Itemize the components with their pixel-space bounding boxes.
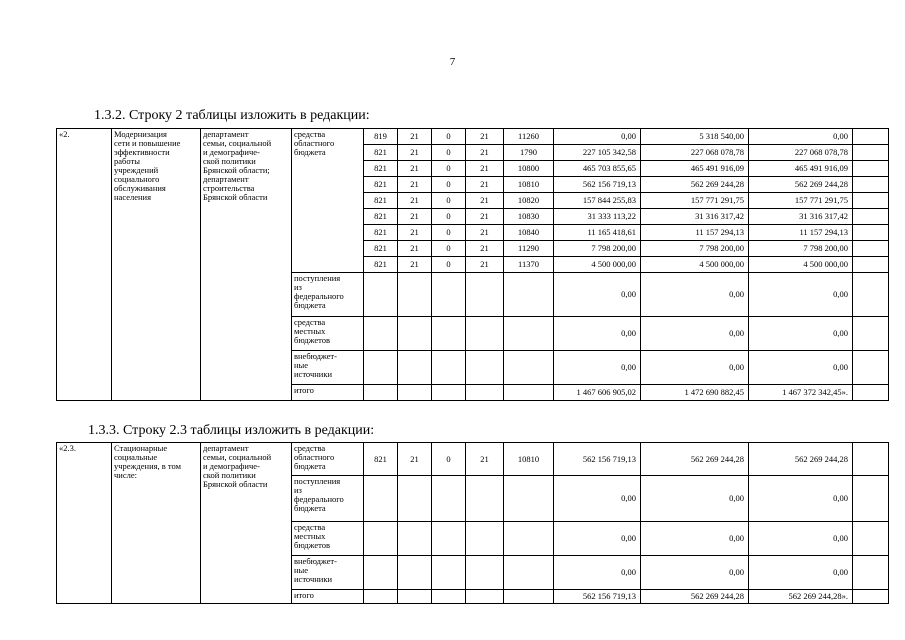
empty-cell <box>398 351 432 385</box>
pr-cell: 0 <box>432 241 466 257</box>
empty-cell <box>853 590 889 604</box>
empty-cell <box>853 273 889 317</box>
empty-cell <box>853 257 889 273</box>
cs2-cell: 10800 <box>504 161 554 177</box>
value-2-cell: 4 500 000,00 <box>641 257 749 273</box>
grbs-cell: 821 <box>364 145 398 161</box>
empty-cell <box>504 590 554 604</box>
grbs-cell: 821 <box>364 241 398 257</box>
value-1-cell: 562 156 719,13 <box>554 177 641 193</box>
empty-cell <box>466 590 504 604</box>
rz-cell: 21 <box>398 241 432 257</box>
value-3-cell: 227 068 078,78 <box>749 145 853 161</box>
empty-cell <box>853 209 889 225</box>
empty-cell <box>504 522 554 556</box>
empty-cell <box>504 351 554 385</box>
empty-cell <box>853 443 889 476</box>
empty-cell <box>364 273 398 317</box>
total-value-2: 1 472 690 882,45 <box>641 385 749 401</box>
measure-name: Стационарные социальные учреждения, в том числе: <box>112 443 201 604</box>
empty-cell <box>432 556 466 590</box>
cs1-cell: 21 <box>466 145 504 161</box>
total-value-1: 562 156 719,13 <box>554 590 641 604</box>
empty-cell <box>466 273 504 317</box>
source-regional-budget: средства областного бюджета <box>292 443 364 476</box>
value-1-cell: 4 500 000,00 <box>554 257 641 273</box>
value-1-cell: 157 844 255,83 <box>554 193 641 209</box>
cs1-cell: 21 <box>466 225 504 241</box>
value-3-cell: 0,00 <box>749 317 853 351</box>
cs1-cell: 21 <box>466 443 504 476</box>
value-1-cell: 31 333 113,22 <box>554 209 641 225</box>
empty-cell <box>398 385 432 401</box>
cs2-cell: 11260 <box>504 129 554 145</box>
value-2-cell: 0,00 <box>641 556 749 590</box>
pr-cell: 0 <box>432 193 466 209</box>
empty-cell <box>504 556 554 590</box>
value-2-cell: 562 269 244,28 <box>641 443 749 476</box>
grbs-cell: 819 <box>364 129 398 145</box>
pr-cell: 0 <box>432 225 466 241</box>
measure-name: Модернизация сети и повышение эффективности работы учреждений социального обслуживания населения <box>112 129 201 401</box>
value-3-cell: 7 798 200,00 <box>749 241 853 257</box>
executors: департамент семьи, социальной и демографиче- ской политики Брянской области; департамент строительства Брянской области <box>201 129 292 401</box>
value-1-cell: 0,00 <box>554 273 641 317</box>
total-value-3: 562 269 244,28». <box>749 590 853 604</box>
value-2-cell: 562 269 244,28 <box>641 177 749 193</box>
source-regional-budget: средства областного бюджета <box>292 129 364 273</box>
value-2-cell: 0,00 <box>641 351 749 385</box>
empty-cell <box>853 351 889 385</box>
pr-cell: 0 <box>432 145 466 161</box>
total-value-2: 562 269 244,28 <box>641 590 749 604</box>
value-1-cell: 0,00 <box>554 317 641 351</box>
source-local-budgets: средства местных бюджетов <box>292 522 364 556</box>
empty-cell <box>853 241 889 257</box>
empty-cell <box>853 129 889 145</box>
empty-cell <box>364 385 398 401</box>
empty-cell <box>364 476 398 522</box>
value-2-cell: 157 771 291,75 <box>641 193 749 209</box>
row-number: «2. <box>57 129 112 401</box>
empty-cell <box>364 351 398 385</box>
value-3-cell: 465 491 916,09 <box>749 161 853 177</box>
pr-cell: 0 <box>432 257 466 273</box>
grbs-cell: 821 <box>364 161 398 177</box>
empty-cell <box>853 476 889 522</box>
value-2-cell: 7 798 200,00 <box>641 241 749 257</box>
cs1-cell: 21 <box>466 257 504 273</box>
value-3-cell: 0,00 <box>749 522 853 556</box>
value-3-cell: 0,00 <box>749 476 853 522</box>
pr-cell: 0 <box>432 209 466 225</box>
value-1-cell: 227 105 342,58 <box>554 145 641 161</box>
empty-cell <box>398 317 432 351</box>
value-2-cell: 31 316 317,42 <box>641 209 749 225</box>
value-2-cell: 11 157 294,13 <box>641 225 749 241</box>
total-label: итого <box>292 590 364 604</box>
value-1-cell: 0,00 <box>554 556 641 590</box>
empty-cell <box>466 556 504 590</box>
empty-cell <box>364 590 398 604</box>
empty-cell <box>466 522 504 556</box>
pr-cell: 0 <box>432 161 466 177</box>
pr-cell: 0 <box>432 177 466 193</box>
value-3-cell: 11 157 294,13 <box>749 225 853 241</box>
empty-cell <box>398 590 432 604</box>
rz-cell: 21 <box>398 225 432 241</box>
value-2-cell: 227 068 078,78 <box>641 145 749 161</box>
empty-cell <box>432 273 466 317</box>
value-1-cell: 465 703 855,65 <box>554 161 641 177</box>
empty-cell <box>853 225 889 241</box>
empty-cell <box>432 351 466 385</box>
cs2-cell: 11370 <box>504 257 554 273</box>
value-3-cell: 562 269 244,28 <box>749 177 853 193</box>
value-3-cell: 0,00 <box>749 273 853 317</box>
value-1-cell: 562 156 719,13 <box>554 443 641 476</box>
empty-cell <box>853 556 889 590</box>
value-2-cell: 0,00 <box>641 273 749 317</box>
empty-cell <box>853 193 889 209</box>
cs1-cell: 21 <box>466 177 504 193</box>
value-1-cell: 0,00 <box>554 351 641 385</box>
grbs-cell: 821 <box>364 209 398 225</box>
rz-cell: 21 <box>398 129 432 145</box>
empty-cell <box>398 273 432 317</box>
value-3-cell: 0,00 <box>749 129 853 145</box>
empty-cell <box>364 522 398 556</box>
rz-cell: 21 <box>398 145 432 161</box>
rz-cell: 21 <box>398 257 432 273</box>
pr-cell: 0 <box>432 129 466 145</box>
cs2-cell: 10810 <box>504 177 554 193</box>
empty-cell <box>853 161 889 177</box>
page-number: 7 <box>449 56 456 68</box>
value-1-cell: 0,00 <box>554 522 641 556</box>
grbs-cell: 821 <box>364 257 398 273</box>
rz-cell: 21 <box>398 443 432 476</box>
value-3-cell: 0,00 <box>749 556 853 590</box>
table-row-2 <box>56 128 889 401</box>
empty-cell <box>853 317 889 351</box>
value-1-cell: 0,00 <box>554 129 641 145</box>
grbs-cell: 821 <box>364 443 398 476</box>
rz-cell: 21 <box>398 161 432 177</box>
source-off-budget: внебюджет- ные источники <box>292 351 364 385</box>
cs1-cell: 21 <box>466 209 504 225</box>
empty-cell <box>398 476 432 522</box>
table-row <box>57 443 889 476</box>
cs2-cell: 11290 <box>504 241 554 257</box>
empty-cell <box>432 522 466 556</box>
total-label: итого <box>292 385 364 401</box>
cs2-cell: 10840 <box>504 225 554 241</box>
empty-cell <box>398 556 432 590</box>
empty-cell <box>853 145 889 161</box>
empty-cell <box>504 476 554 522</box>
executors: департамент семьи, социальной и демографиче- ской политики Брянской области <box>201 443 292 604</box>
cs1-cell: 21 <box>466 129 504 145</box>
value-2-cell: 0,00 <box>641 476 749 522</box>
empty-cell <box>466 385 504 401</box>
cs1-cell: 21 <box>466 241 504 257</box>
value-1-cell: 0,00 <box>554 476 641 522</box>
value-3-cell: 4 500 000,00 <box>749 257 853 273</box>
rz-cell: 21 <box>398 177 432 193</box>
empty-cell <box>398 522 432 556</box>
rz-cell: 21 <box>398 209 432 225</box>
cs1-cell: 21 <box>466 161 504 177</box>
source-federal-budget: поступления из федерального бюджета <box>292 273 364 317</box>
total-value-3: 1 467 372 342,45». <box>749 385 853 401</box>
source-federal-budget: поступления из федерального бюджета <box>292 476 364 522</box>
source-off-budget: внебюджет- ные источники <box>292 556 364 590</box>
section-heading-1-3-2: 1.3.2. Строку 2 таблицы изложить в редакции: <box>94 108 370 123</box>
value-3-cell: 0,00 <box>749 351 853 385</box>
table-row <box>57 129 889 145</box>
empty-cell <box>504 385 554 401</box>
grbs-cell: 821 <box>364 177 398 193</box>
value-3-cell: 157 771 291,75 <box>749 193 853 209</box>
value-2-cell: 5 318 540,00 <box>641 129 749 145</box>
value-1-cell: 11 165 418,61 <box>554 225 641 241</box>
empty-cell <box>364 317 398 351</box>
empty-cell <box>504 273 554 317</box>
empty-cell <box>432 476 466 522</box>
empty-cell <box>364 556 398 590</box>
value-1-cell: 7 798 200,00 <box>554 241 641 257</box>
empty-cell <box>504 317 554 351</box>
pr-cell: 0 <box>432 443 466 476</box>
empty-cell <box>466 476 504 522</box>
cs1-cell: 21 <box>466 193 504 209</box>
empty-cell <box>466 317 504 351</box>
empty-cell <box>466 351 504 385</box>
grbs-cell: 821 <box>364 193 398 209</box>
value-3-cell: 562 269 244,28 <box>749 443 853 476</box>
cs2-cell: 1790 <box>504 145 554 161</box>
cs2-cell: 10810 <box>504 443 554 476</box>
empty-cell <box>853 177 889 193</box>
empty-cell <box>853 522 889 556</box>
row-number: «2.3. <box>57 443 112 604</box>
grbs-cell: 821 <box>364 225 398 241</box>
table-row-2-3 <box>56 442 889 604</box>
value-2-cell: 0,00 <box>641 317 749 351</box>
empty-cell <box>432 590 466 604</box>
empty-cell <box>853 385 889 401</box>
cs2-cell: 10830 <box>504 209 554 225</box>
rz-cell: 21 <box>398 193 432 209</box>
value-2-cell: 0,00 <box>641 522 749 556</box>
empty-cell <box>432 317 466 351</box>
value-2-cell: 465 491 916,09 <box>641 161 749 177</box>
total-value-1: 1 467 606 905,02 <box>554 385 641 401</box>
cs2-cell: 10820 <box>504 193 554 209</box>
empty-cell <box>432 385 466 401</box>
section-heading-1-3-3: 1.3.3. Строку 2.3 таблицы изложить в редакции: <box>88 423 375 438</box>
value-3-cell: 31 316 317,42 <box>749 209 853 225</box>
source-local-budgets: средства местных бюджетов <box>292 317 364 351</box>
